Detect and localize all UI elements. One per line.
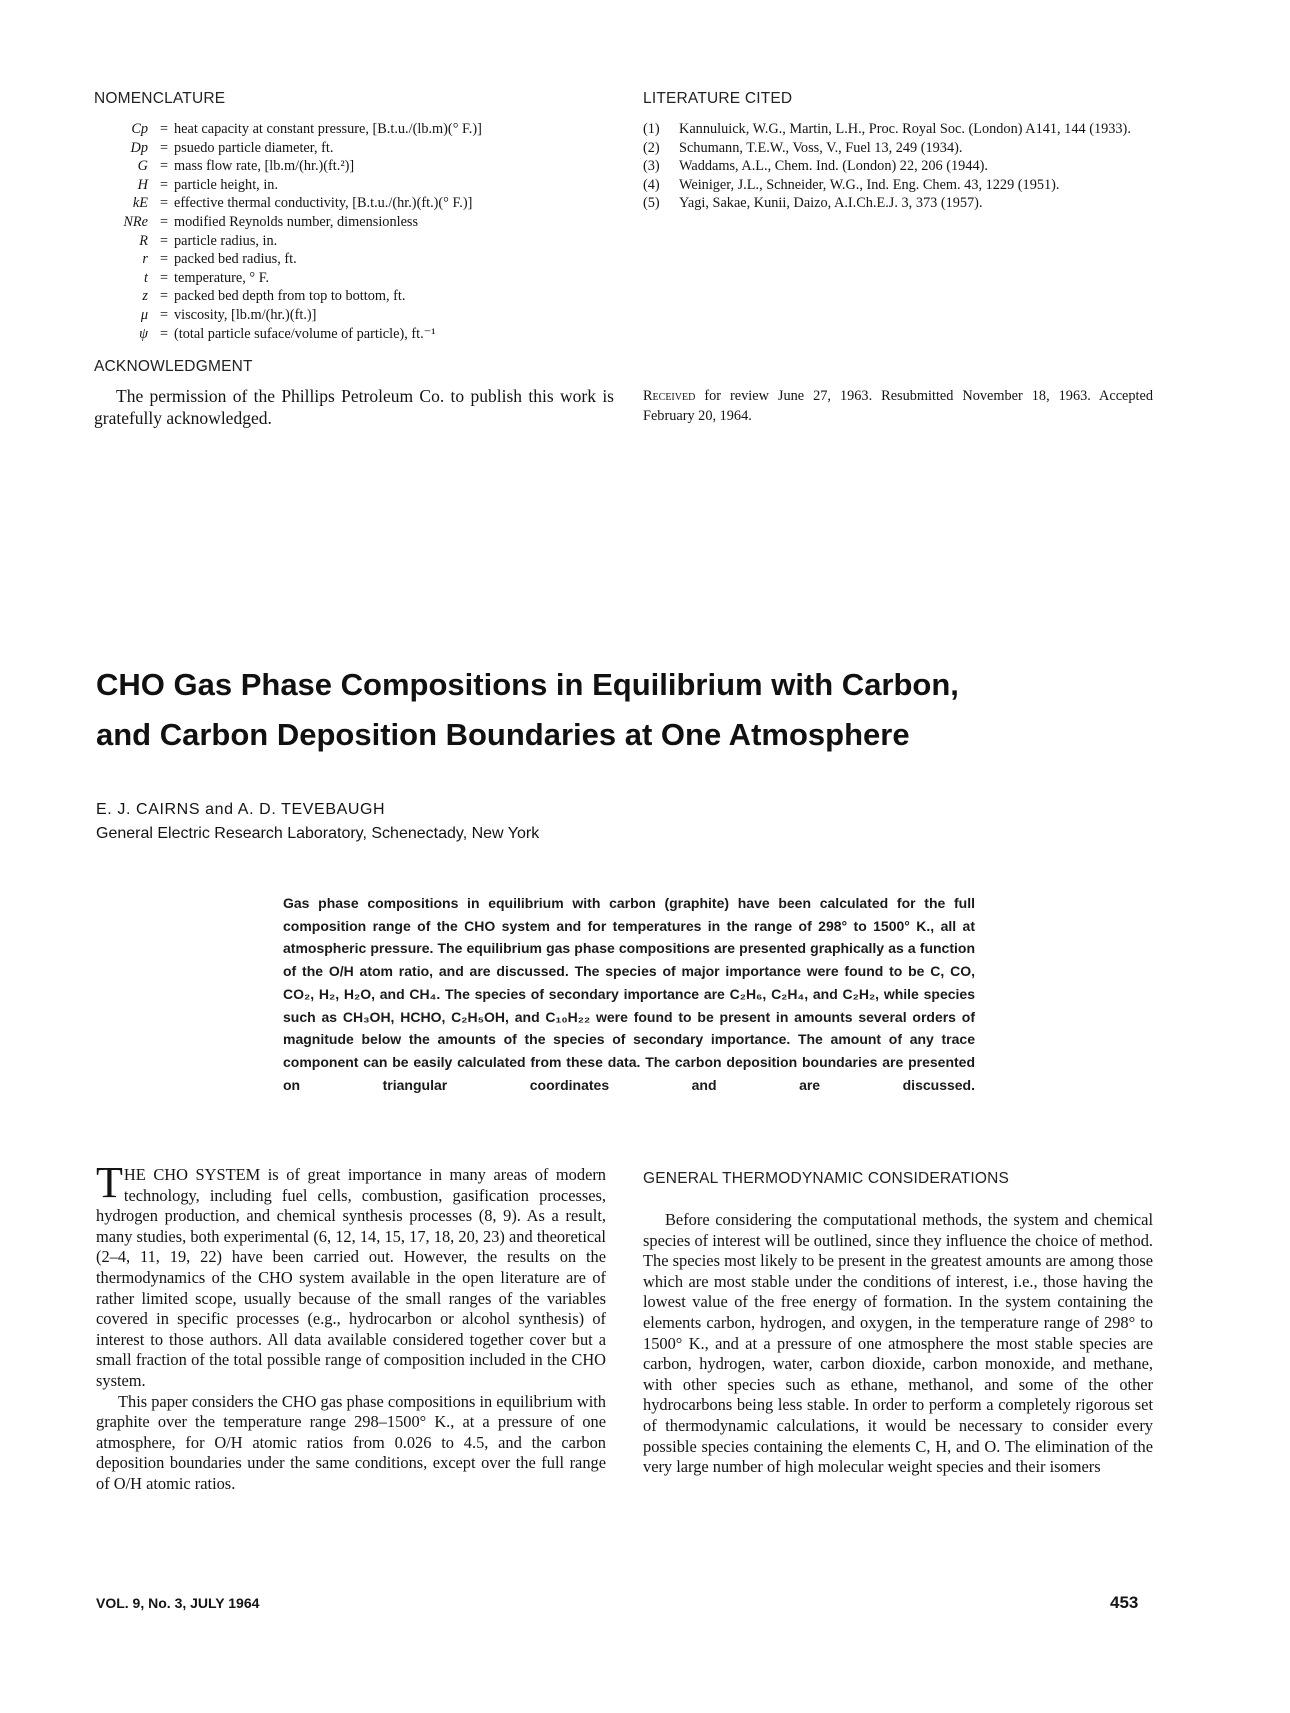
reference-text: Waddams, A.L., Chem. Ind. (London) 22, 206 (1944). [679, 158, 988, 175]
nomenclature-row [94, 250, 654, 269]
reference-number: (5) [643, 195, 660, 212]
nomenclature-equals: = [159, 139, 169, 156]
nomenclature-equals: = [159, 213, 169, 230]
intro-text: HE CHO SYSTEM is of great importance in many areas of modern technology, including fuel cells, combustion, gasification processes, hydrogen production, and chemical synthesis processes (8, 9). As a result, many studies, both experimental (6, 12, 14, 15, 17, 18, 20, 23) and theoretical (2–4, 11, 19, 22) have been carried out. However, the results on the thermodynamics of the CHO system available in the open literature are of rather limited scope, usually because of the small ranges of the variables covered in specific processes (e.g., hydrocarbon or alcohol synthesis) of interest to those authors. All data available considered together cover but a small fraction of the total possible range of composition included in the CHO system. [96, 1165, 606, 1390]
reference-number: (3) [643, 158, 660, 175]
journal-footer: VOL. 9, No. 3, JULY 1964 [96, 1595, 260, 1611]
reference-text: Kannuluick, W.G., Martin, L.H., Proc. Royal Soc. (London) A141, 144 (1933). [679, 121, 1131, 137]
nomenclature-description: packed bed depth from top to bottom, ft. [174, 288, 406, 305]
reference-text: Weiniger, J.L., Schneider, W.G., Ind. Eng. Chem. 43, 1229 (1951). [679, 176, 1060, 193]
reference-number: (4) [643, 176, 660, 193]
reference-text: Schumann, T.E.W., Voss, V., Fuel 13, 249 (1934). [679, 139, 963, 156]
nomenclature-description: psuedo particle diameter, ft. [174, 139, 334, 156]
nomenclature-symbol: r [142, 251, 148, 268]
nomenclature-heading: NOMENCLATURE [94, 90, 226, 107]
section-heading: GENERAL THERMODYNAMIC CONSIDERATIONS [643, 1170, 1010, 1187]
nomenclature-description: heat capacity at constant pressure, [B.t.u./(lb.m)(° F.)] [174, 121, 482, 137]
nomenclature-row [94, 194, 654, 213]
reference-item [643, 194, 1153, 213]
nomenclature-equals: = [159, 325, 169, 342]
nomenclature-description: effective thermal conductivity, [B.t.u./(hr.)(ft.)(° F.)] [174, 195, 473, 212]
title-line-1: CHO Gas Phase Compositions in Equilibrium with Carbon, [96, 667, 959, 702]
reference-item [643, 157, 1153, 176]
reference-item [643, 176, 1153, 195]
nomenclature-description: packed bed radius, ft. [174, 251, 297, 268]
received-label: Received [643, 388, 696, 404]
nomenclature-equals: = [159, 288, 169, 305]
literature-list [643, 120, 1153, 213]
acknowledgment-text: The permission of the Phillips Petroleum Co. to publish this work is gratefully acknowledged. [94, 386, 614, 428]
reference-number: (2) [643, 139, 660, 156]
nomenclature-description: temperature, ° F. [174, 269, 270, 286]
nomenclature-row [94, 213, 654, 232]
nomenclature-equals: = [159, 251, 169, 268]
literature-section [643, 90, 1153, 212]
nomenclature-symbol: ψ [139, 325, 148, 342]
nomenclature-description: modified Reynolds number, dimensionless [174, 213, 419, 230]
nomenclature-symbol: G [137, 158, 148, 175]
nomenclature-row [94, 306, 654, 325]
received-text: for review June 27, 1963. Resubmitted November 18, 1963. Accepted February 20, 1964. [643, 388, 1154, 424]
section-paragraph: Before considering the computational methods, the system and chemical species of interest will be outlined, since they influence the choice of method. The species most likely to be present in the greatest amounts are among those which are most stable under the conditions of interest, i.e., those having the lowest value of the free energy of formation. In the system containing the elements carbon, hydrogen, and oxygen, in the temperature range of 298° to 1500° K., and at a pressure of one atmosphere the most stable species are carbon, hydrogen, water, carbon dioxide, carbon monoxide, and methane, with other species such as ethane, methanol, and some of the other hydrocarbons being less stable. In order to perform a completely rigorous set of thermodynamic calculations, it would be necessary to consider every possible species containing the elements C, H, and O. The elimination of the very large number of high molecular weight species and their isomers [643, 1210, 1153, 1477]
nomenclature-list [94, 120, 654, 343]
nomenclature-equals: = [159, 269, 169, 286]
nomenclature-equals: = [159, 232, 169, 249]
acknowledgment-section [94, 358, 614, 428]
literature-heading: LITERATURE CITED [643, 90, 793, 107]
nomenclature-row [94, 120, 654, 139]
nomenclature-row [94, 325, 654, 344]
nomenclature-row [94, 232, 654, 251]
nomenclature-description: viscosity, [lb.m/(hr.)(ft.)] [174, 306, 317, 323]
nomenclature-equals: = [159, 195, 169, 212]
nomenclature-description: particle height, in. [174, 176, 279, 193]
nomenclature-symbol: H [137, 176, 148, 193]
nomenclature-row [94, 269, 654, 288]
page-number: 453 [1110, 1593, 1139, 1612]
nomenclature-section [94, 90, 654, 342]
nomenclature-row [94, 157, 654, 176]
reference-text: Yagi, Sakae, Kunii, Daizo, A.I.Ch.E.J. 3, 373 (1957). [679, 195, 983, 212]
title-line-2: and Carbon Deposition Boundaries at One Atmosphere [96, 717, 910, 752]
intro-paragraph [96, 1158, 606, 1392]
nomenclature-symbol: μ [140, 306, 148, 323]
acknowledgment-heading: ACKNOWLEDGMENT [94, 358, 253, 375]
reference-number: (1) [643, 121, 660, 137]
nomenclature-symbol: kE [132, 195, 148, 212]
article-authors: E. J. CAIRNS and A. D. TEVEBAUGH [96, 801, 386, 818]
nomenclature-symbol: t [144, 269, 148, 286]
nomenclature-symbol: NRe [123, 213, 148, 230]
nomenclature-symbol: Dp [130, 139, 148, 156]
nomenclature-row [94, 176, 654, 195]
nomenclature-equals: = [159, 121, 169, 137]
nomenclature-equals: = [159, 176, 169, 193]
received-note [643, 386, 1153, 426]
abstract: Gas phase compositions in equilibrium with carbon (graphite) have been calculated for the full composition range of the CHO system and for temperatures in the range of 298° to 1500° K., all at atmospheric pressure. The equilibrium gas phase compositions are presented graphically as a function of the O/H atom ratio, and are discussed. The species of major importance were found to be C, CO, CO₂, H₂, H₂O, and CH₄. The species of secondary importance are C₂H₆, C₂H₄, and C₂H₂, while species such as CH₃OH, HCHO, C₂H₅OH, and C₁₀H₂₂ were found to be present in amounts several orders of magnitude below the amounts of the species of secondary importance. The amount of any trace component can be easily calculated from these data. The carbon deposition boundaries are presented on triangular coordinates and are discussed. [283, 895, 975, 1093]
scope-paragraph: This paper considers the CHO gas phase compositions in equilibrium with graphite over the temperature range 298–1500° K., at a pressure of one atmosphere, for O/H atomic ratios from 0.026 to 4.5, and the carbon deposition boundaries under the same conditions, except over the full range of O/H atomic ratios. [96, 1391, 607, 1493]
nomenclature-equals: = [159, 306, 169, 323]
nomenclature-symbol: R [139, 232, 148, 249]
nomenclature-description: (total particle suface/volume of particle), ft.⁻¹ [174, 325, 436, 342]
nomenclature-row [94, 139, 654, 158]
nomenclature-symbol: Cp [131, 121, 148, 137]
nomenclature-description: particle radius, in. [174, 232, 278, 249]
nomenclature-description: mass flow rate, [lb.m/(hr.)(ft.²)] [174, 158, 355, 175]
article-title [96, 660, 1196, 760]
nomenclature-symbol: z [142, 288, 148, 305]
reference-item [643, 139, 1153, 158]
nomenclature-equals: = [159, 158, 169, 175]
reference-item [643, 120, 1153, 139]
body-left-column [96, 1158, 607, 1495]
drop-cap: T [96, 1158, 123, 1207]
article-affiliation: General Electric Research Laboratory, Schenectady, New York [96, 825, 540, 842]
nomenclature-row [94, 287, 654, 306]
